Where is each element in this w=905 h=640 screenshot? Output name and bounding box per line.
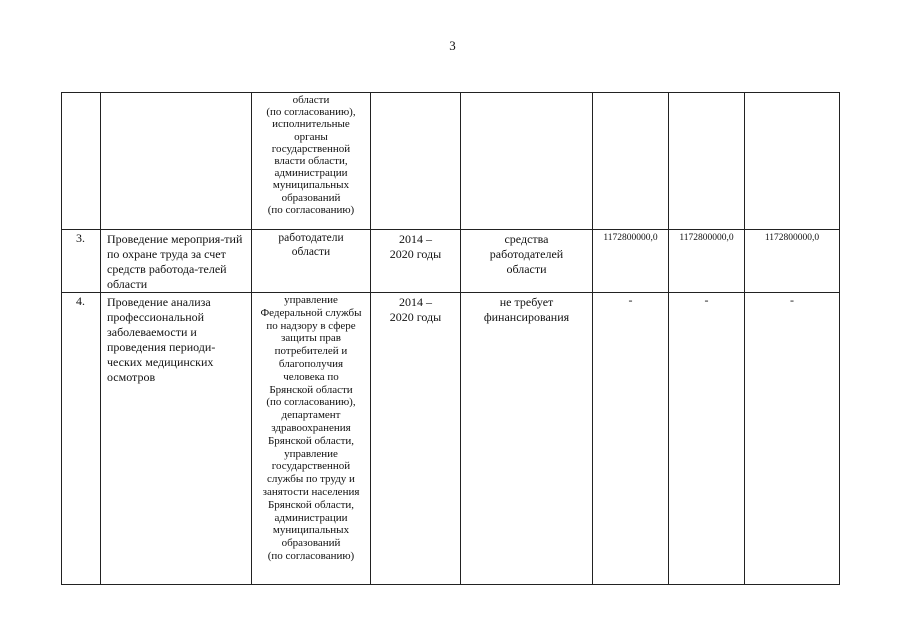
program-table (61, 92, 840, 585)
row-value-2 (669, 93, 744, 95)
value-cell (593, 230, 669, 293)
row-number-cell (62, 293, 101, 585)
value-cell (593, 93, 669, 230)
responsible-cell (252, 93, 371, 230)
row-value-3: - (790, 293, 794, 307)
row-number (62, 93, 100, 95)
page-number: 3 (449, 38, 456, 53)
row-number-cell (62, 230, 101, 293)
row-value-2: 1172800000,0 (679, 233, 734, 243)
row-number: 4. (76, 294, 85, 308)
table-row (62, 230, 840, 293)
row-responsible: работодатели области (278, 232, 344, 258)
responsible-cell (252, 230, 371, 293)
row-number-cell (62, 93, 101, 230)
table-row (62, 293, 840, 585)
source-cell (461, 230, 593, 293)
row-number: 3. (76, 231, 85, 245)
description-cell (101, 93, 252, 230)
row-period: 2014 – 2020 годы (389, 295, 442, 324)
source-cell (461, 293, 593, 585)
responsible-cell (252, 293, 371, 585)
value-cell (745, 93, 840, 230)
row-value-1: 1172800000,0 (603, 233, 658, 243)
value-cell (745, 230, 840, 293)
source-cell (461, 93, 593, 230)
period-cell (371, 230, 461, 293)
value-cell (669, 93, 745, 230)
row-description: Проведение мероприя-тий по охране труда за счет средств работода-телей области (107, 232, 243, 291)
row-description: Проведение анализа профессиональной заболеваемости и проведения периоди-ческих медицинских осмотров (107, 295, 216, 384)
row-value-1: - (628, 293, 633, 307)
row-source (461, 93, 592, 95)
description-cell (101, 230, 252, 293)
row-period: 2014 – 2020 годы (389, 232, 442, 261)
row-responsible: области (по согласованию), исполнительные органы государственной власти области, администрации муниципальных образований (по согласованию) (266, 94, 356, 216)
row-period (371, 93, 460, 95)
period-cell (371, 293, 461, 585)
row-value-3 (745, 93, 839, 95)
period-cell (371, 93, 461, 230)
row-responsible: управление Федеральной службы по надзору в сфере защиты прав потребителей и благополучия человека по Брянской области (по согласованию), департамент здравоохранения Брянской области, управление государственной службы по труду и занятости населения Брянской области, администрации муниципальных образований (по согласованию) (260, 294, 362, 562)
row-source: не требует финансирования (483, 295, 570, 324)
row-source: средства работодателей области (489, 232, 564, 276)
value-cell (745, 293, 840, 585)
row-value-2: - (704, 293, 709, 307)
description-cell (101, 293, 252, 585)
row-value-1 (593, 93, 668, 95)
row-description (101, 93, 251, 95)
table-row (62, 93, 840, 230)
row-value-3: 1172800000,0 (764, 233, 820, 243)
value-cell (669, 293, 745, 585)
value-cell (593, 293, 669, 585)
value-cell (669, 230, 745, 293)
